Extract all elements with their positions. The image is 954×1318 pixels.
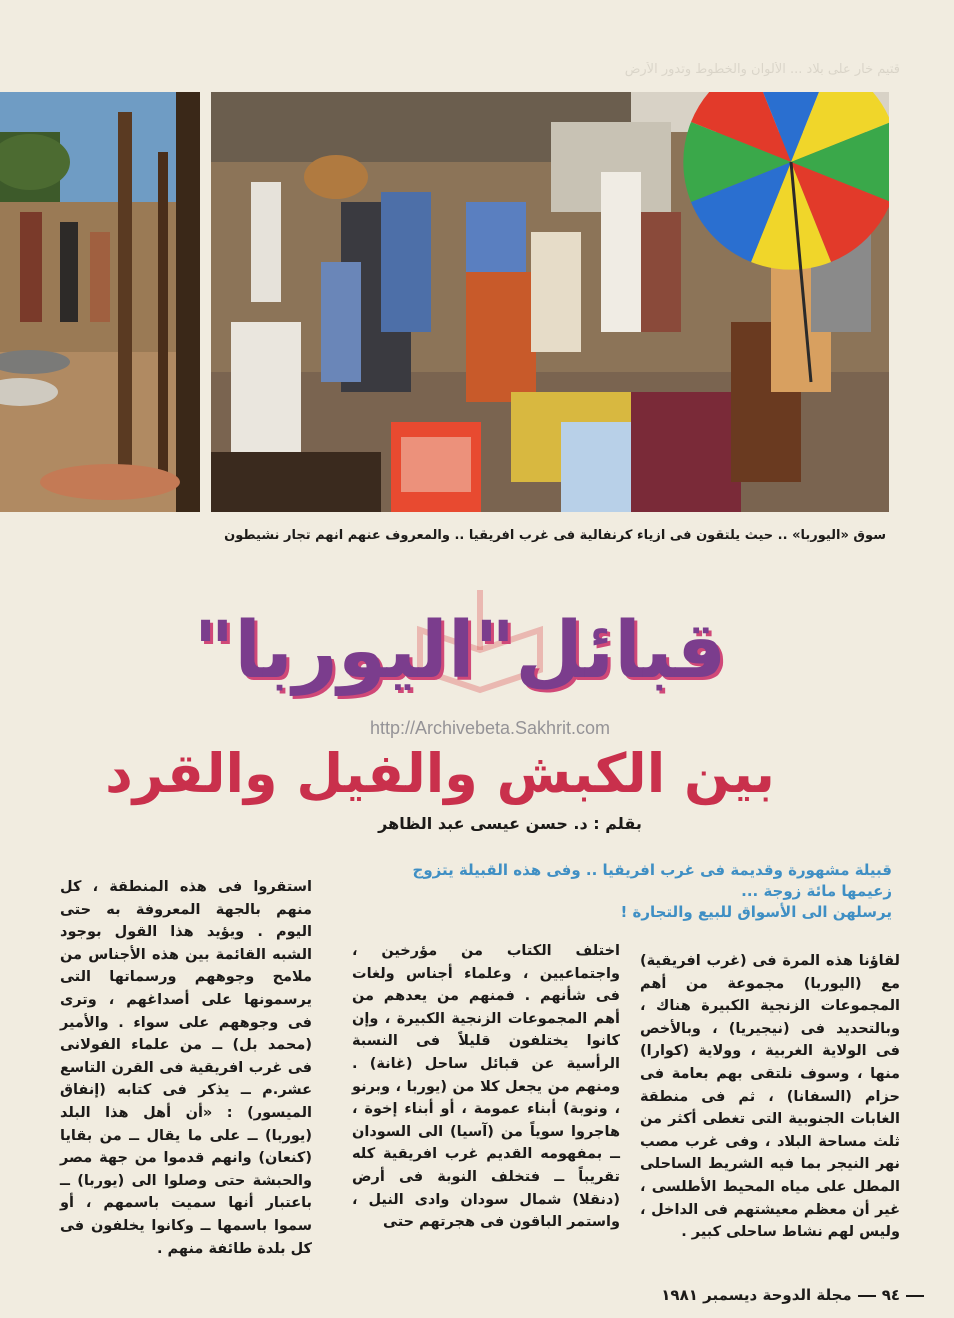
market-photo-main xyxy=(211,92,889,512)
article-intro xyxy=(380,860,892,923)
footer-dash xyxy=(858,1295,876,1297)
article-subtitle: بين الكبش والفيل والقرد xyxy=(105,742,775,805)
intro-line-2: يرسلهن الى الأسواق للبيع والتجارة ! xyxy=(620,903,892,921)
page-footer xyxy=(640,1286,930,1304)
author-byline: بقلم : د. حسن عيسى عبد الظاهر xyxy=(378,814,642,833)
column-left: استقروا فى هذه المنطقة ، كل منهم بالجهة المعروفة به حتى اليوم . ويؤيد هذا القول بوجود الشبه القائمة بين هذه الأجناس من ملامح وجوههم ورسماتها التى يرسمونها على أصداغهم ، وترى فى وجوههم على سواء . والأمير (محمد بل) ــ من علماء الفولانى فى غرب افريقية فى القرن التاسع عشر.م ــ يذكر فى كتابه (إنفاق الميسور) : «أن أهل هذا البلد (يوربا) ــ على ما يقال ــ من بقايا (كنعان) وانهم قدموا من جهة مصر والحبشة حتى وصلوا الى (يوربا) ــ باعتبار أنها سميت باسمهم ، أو سموا باسمها ــ وكانوا يخلفون فى كل بلدة طائفة منهم . xyxy=(60,879,312,1257)
column-middle: اختلف الكتاب من مؤرخين ، واجتماعيين ، وعلماء أجناس ولغات فى شأنهم . فمنهم من يعدهم من أهم المجموعات الزنجية الكبيرة ، وإن كانوا يختلفون قليلاً فى النسبة الرأسية عن قبائل ساحل (غانة) . ومنهم من يجعل كلا من (يوربا ، وبرنو ، ونوبة) أبناء عمومة ، أو أبناء إخوة ، هاجروا سوياً من (آسيا) الى السودان ــ بمفهومه القديم غرب افريقية كله تقريباً ــ فتخلف النوبة فى أرض (دنقلا) شمال سودان وادى النيل ، واستمر الباقون فى هجرتهم حتى xyxy=(352,943,620,1231)
article-title: قبائل"اليوربا" xyxy=(193,606,727,696)
watermark-url: http://Archivebeta.Sakhrit.com xyxy=(369,718,611,738)
photo-caption: سوق «اليوربا» .. حيث يلتقون فى ازياء كرنفالية فى غرب افريقيا .. والمعروف عنهم انهم تجار نشيطون xyxy=(224,528,886,543)
bleedthrough-text: قتيم خار على بلاد ... الألوان والخطوط وتدور الأرض xyxy=(624,62,900,77)
column-right: لقاؤنا هذه المرة فى (غرب افريقية) مع (اليوربا) مجموعة من أهم المجموعات الزنجية الكبيرة هناك ، وبالتحديد فى (نيجيريا) ، وبالأخص فى الولاية الغربية ، وولاية (كوارا) منها ، وسوف نلتقى بهم بعامة فى حزام (السفانا) ، ثم فى منطقة الغابات الجنوبية التى تغطى أكثر من ثلث مساحة البلاد ، وفى غرب مصب نهر النيجر بما فيه الشريط الساحلى المطل على مياه المحيط الأطلسى ، غير أن معظم معيشتهم فى الداخل ، وليس لهم نشاط ساحلى كبير . xyxy=(640,953,900,1241)
page-number: ٩٤ xyxy=(881,1286,900,1304)
issue-date: ديسمبر ١٩٨١ xyxy=(661,1286,758,1304)
footer-dash xyxy=(906,1295,924,1297)
intro-line-1: قبيلة مشهورة وقديمة فى غرب افريقيا .. وفى هذه القبيلة يتزوج زعيمها مائة زوجة ... xyxy=(412,861,892,900)
magazine-name: مجلة الدوحة xyxy=(762,1286,852,1304)
market-photo-left xyxy=(0,92,200,512)
